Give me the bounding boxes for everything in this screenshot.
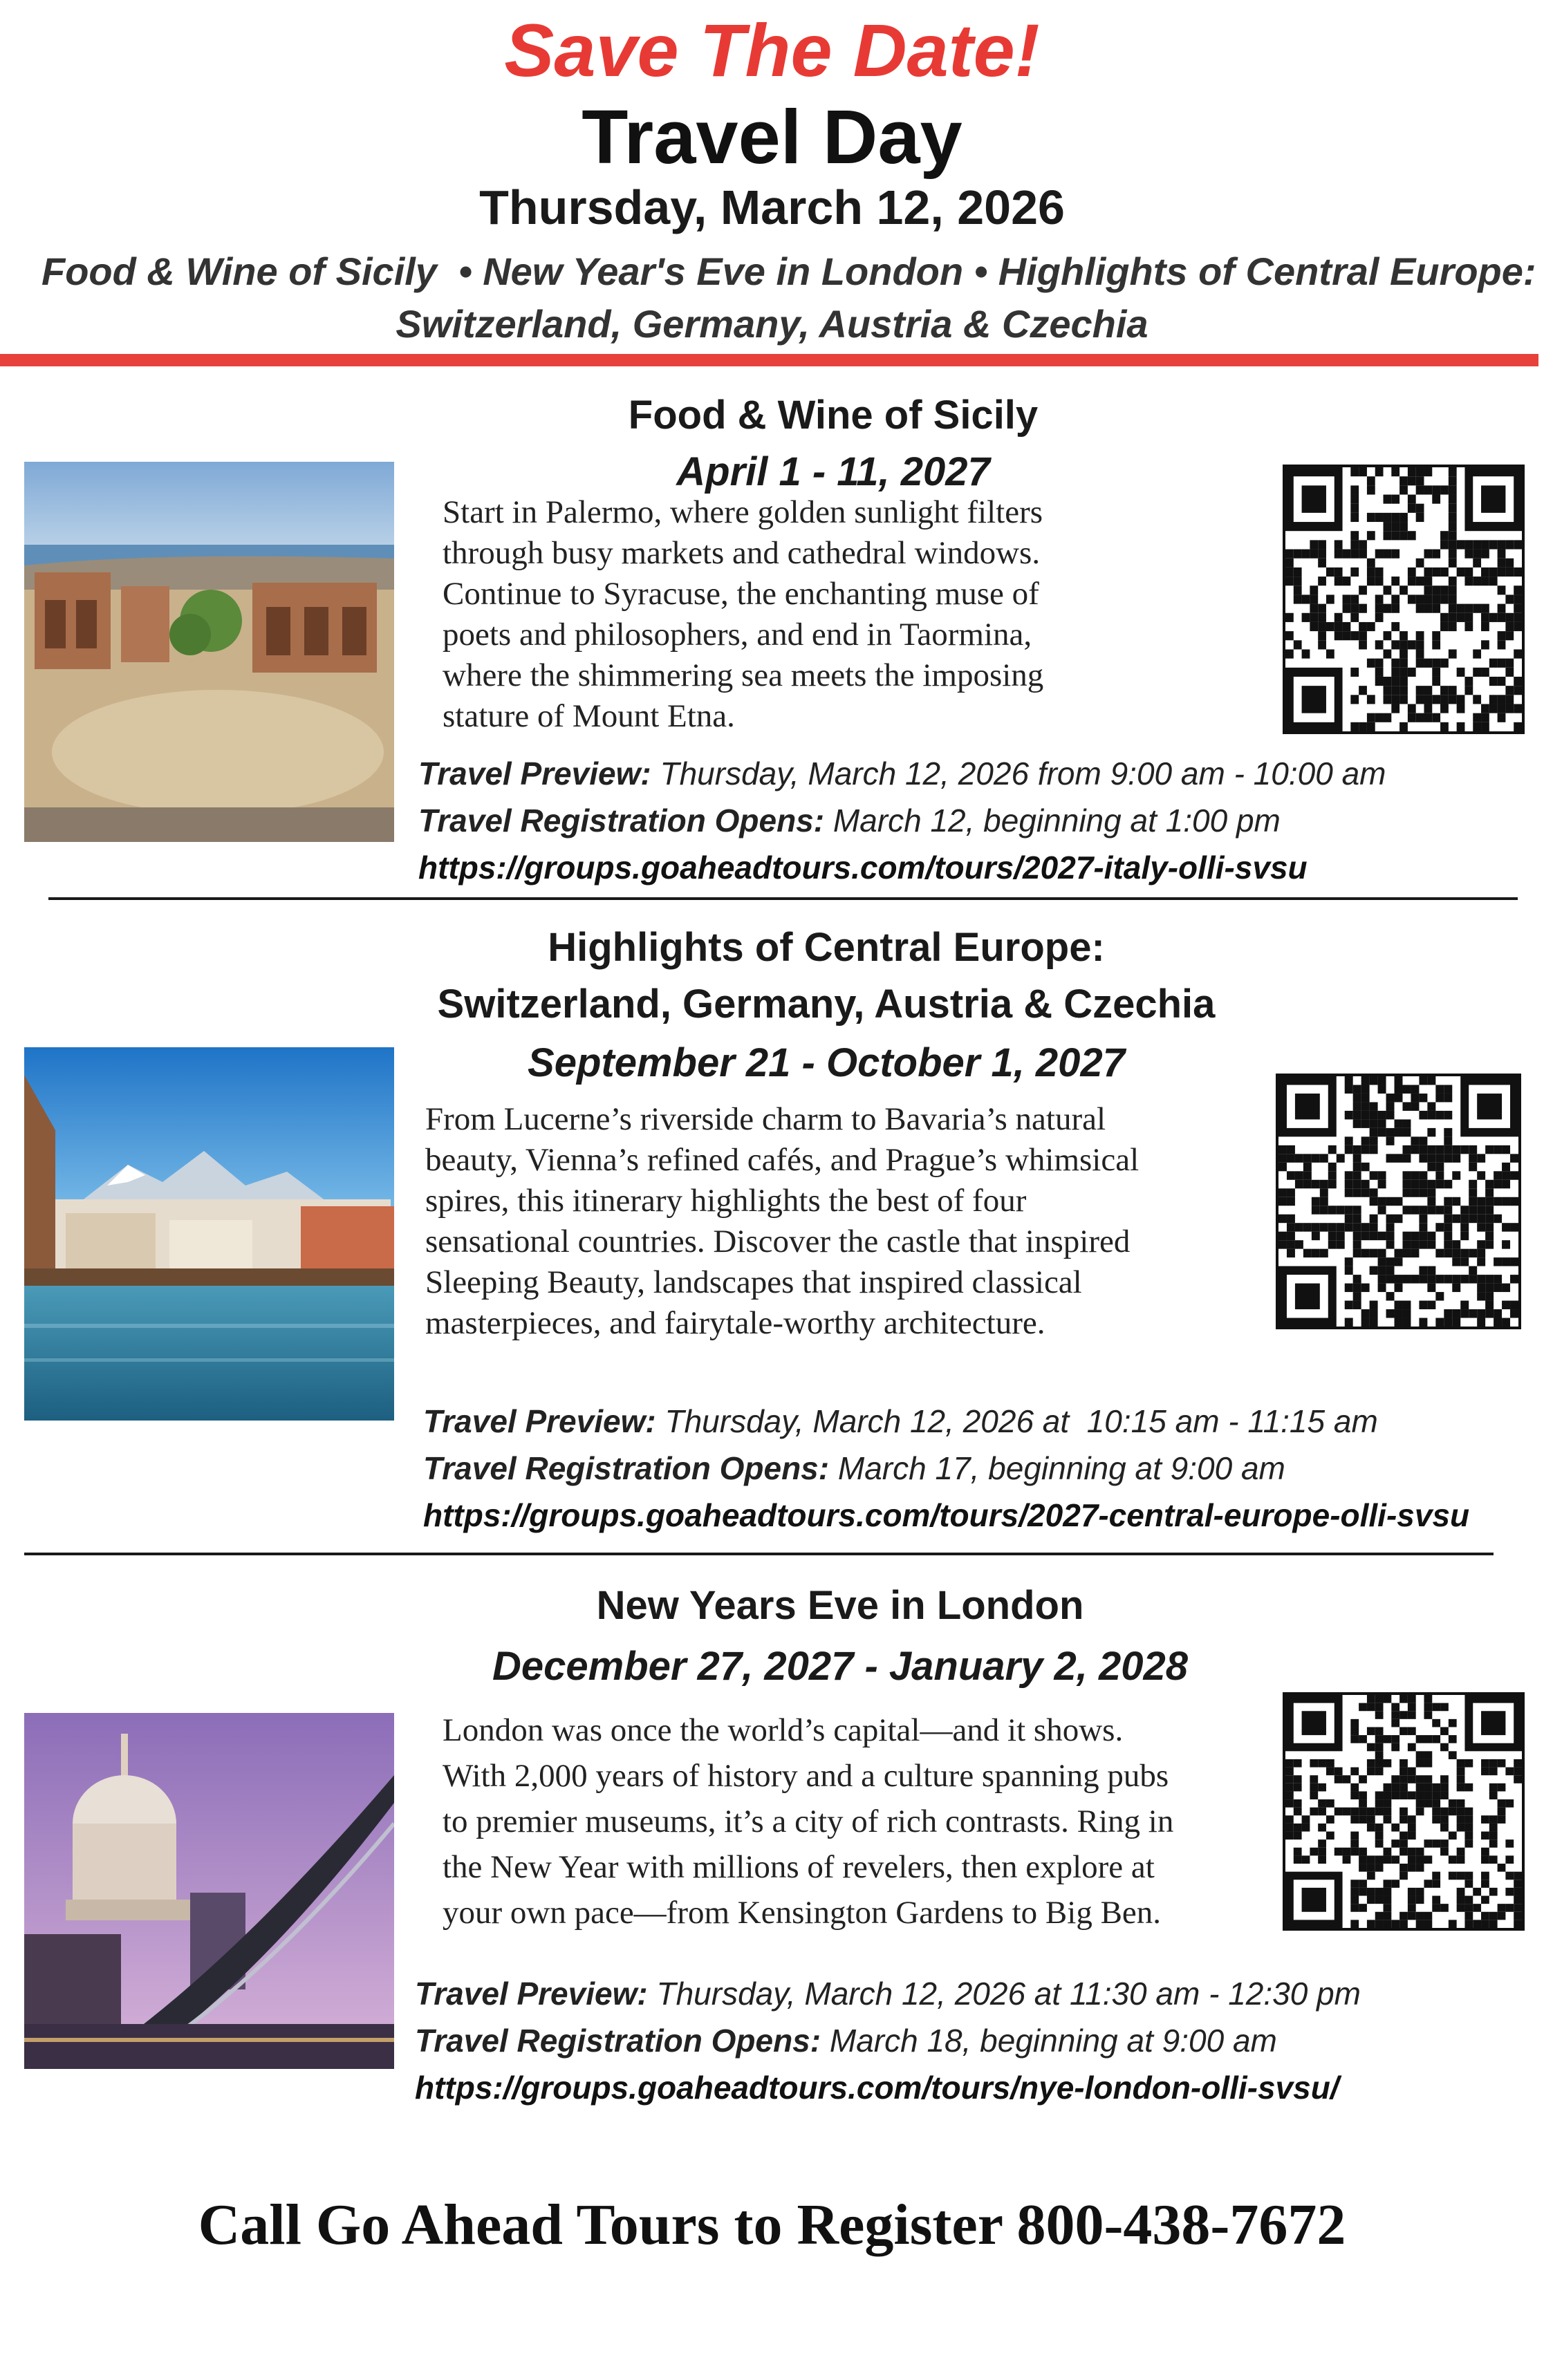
- trip-topics-line1: Food & Wine of Sicily • New Year's Eve in London • Highlights of Central Europe:: [41, 250, 1536, 293]
- travel-preview-label: Travel Preview:: [415, 1976, 648, 2012]
- travel-preview-sicily: [418, 750, 1386, 797]
- save-the-date-heading: Save The Date!: [504, 8, 1040, 92]
- description-line: London was once the world’s capital—and it shows.: [443, 1712, 1124, 1748]
- description-line: spires, this itinerary highlights the best of four: [425, 1183, 1027, 1219]
- event-title: Travel Day: [582, 95, 962, 180]
- trip-topics: [41, 245, 1536, 350]
- trip-title-london: New Years Eve in London: [596, 1583, 1084, 1628]
- travel-registration-sicily: [418, 797, 1281, 844]
- trip-title-central-europe: [242, 919, 1411, 1033]
- tour-link-london[interactable]: https://groups.goaheadtours.com/tours/nye-london-olli-svsu/: [415, 2070, 1339, 2106]
- description-line: From Lucerne’s riverside charm to Bavaria’s natural: [425, 1101, 1106, 1137]
- travel-preview-label: Travel Preview:: [423, 1403, 656, 1439]
- description-line: Continue to Syracuse, the enchanting muse of: [443, 576, 1039, 612]
- trip-description-london: [443, 1707, 1173, 1936]
- description-line: your own pace—from Kensington Gardens to Big Ben.: [443, 1895, 1162, 1931]
- travel-registration-label: Travel Registration Opens:: [418, 803, 825, 838]
- description-line: to premier museums, it’s a city of rich contrasts. Ring in: [443, 1803, 1174, 1839]
- description-line: stature of Mount Etna.: [443, 698, 735, 734]
- header-divider: [0, 354, 1538, 366]
- travel-preview-value: Thursday, March 12, 2026 at 11:30 am - 12:30 pm: [647, 1976, 1361, 2012]
- travel-preview-value: Thursday, March 12, 2026 from 9:00 am - 10:00 am: [651, 756, 1386, 791]
- description-line: masterpieces, and fairytale-worthy architecture.: [425, 1305, 1045, 1341]
- trip-topics-line2: Switzerland, Germany, Austria & Czechia: [396, 302, 1148, 346]
- trip-description-sicily: [443, 492, 1043, 737]
- description-line: where the shimmering sea meets the imposing: [443, 657, 1044, 693]
- travel-preview-central-europe: [423, 1398, 1378, 1445]
- trip-title-line1: Highlights of Central Europe:: [548, 925, 1105, 970]
- london-photo: [24, 1713, 394, 2069]
- central-europe-photo: [24, 1047, 394, 1421]
- call-to-register: Call Go Ahead Tours to Register 800-438-7672: [198, 2193, 1346, 2257]
- description-line: beauty, Vienna’s refined cafés, and Prague’s whimsical: [425, 1142, 1140, 1178]
- travel-registration-central-europe: [423, 1445, 1285, 1492]
- description-line: Start in Palermo, where golden sunlight filters: [443, 494, 1043, 530]
- description-line: sensational countries. Discover the castle that inspired: [425, 1224, 1131, 1259]
- trip-title-line2: Switzerland, Germany, Austria & Czechia: [437, 982, 1216, 1027]
- travel-registration-label: Travel Registration Opens:: [415, 2023, 821, 2059]
- sicily-photo: [24, 462, 394, 842]
- travel-preview-london: [415, 1970, 1361, 2017]
- trip-description-central-europe: [425, 1099, 1139, 1344]
- travel-registration-value: March 12, beginning at 1:00 pm: [824, 803, 1281, 838]
- section-divider: [48, 897, 1518, 900]
- description-line: With 2,000 years of history and a culture spanning pubs: [443, 1758, 1169, 1794]
- trip-dates-central-europe: September 21 - October 1, 2027: [528, 1040, 1125, 1085]
- trip-dates-london: December 27, 2027 - January 2, 2028: [492, 1644, 1188, 1689]
- tour-link-central-europe[interactable]: https://groups.goaheadtours.com/tours/2027-central-europe-olli-svsu: [423, 1497, 1470, 1533]
- travel-registration-value: March 17, beginning at 9:00 am: [829, 1450, 1285, 1486]
- travel-registration-london: [415, 2017, 1277, 2064]
- description-line: Sleeping Beauty, landscapes that inspired classical: [425, 1264, 1082, 1300]
- description-line: poets and philosophers, and end in Taormina,: [443, 617, 1032, 653]
- qr-code-icon[interactable]: [1276, 1074, 1521, 1329]
- event-date: Thursday, March 12, 2026: [479, 180, 1065, 234]
- trip-dates-sicily: April 1 - 11, 2027: [676, 449, 990, 494]
- trip-title-sicily: Food & Wine of Sicily: [628, 393, 1039, 438]
- tour-link-sicily[interactable]: https://groups.goaheadtours.com/tours/2027-italy-olli-svsu: [418, 850, 1308, 886]
- section-divider: [24, 1553, 1494, 1555]
- qr-code-icon[interactable]: [1283, 1692, 1525, 1931]
- description-line: the New Year with millions of revelers, then explore at: [443, 1849, 1155, 1885]
- travel-registration-label: Travel Registration Opens:: [423, 1450, 830, 1486]
- travel-preview-label: Travel Preview:: [418, 756, 651, 791]
- travel-preview-value: Thursday, March 12, 2026 at 10:15 am - 11:15 am: [655, 1403, 1378, 1439]
- description-line: through busy markets and cathedral windows.: [443, 535, 1041, 571]
- qr-code-icon[interactable]: [1283, 465, 1525, 734]
- travel-registration-value: March 18, beginning at 9:00 am: [821, 2023, 1277, 2059]
